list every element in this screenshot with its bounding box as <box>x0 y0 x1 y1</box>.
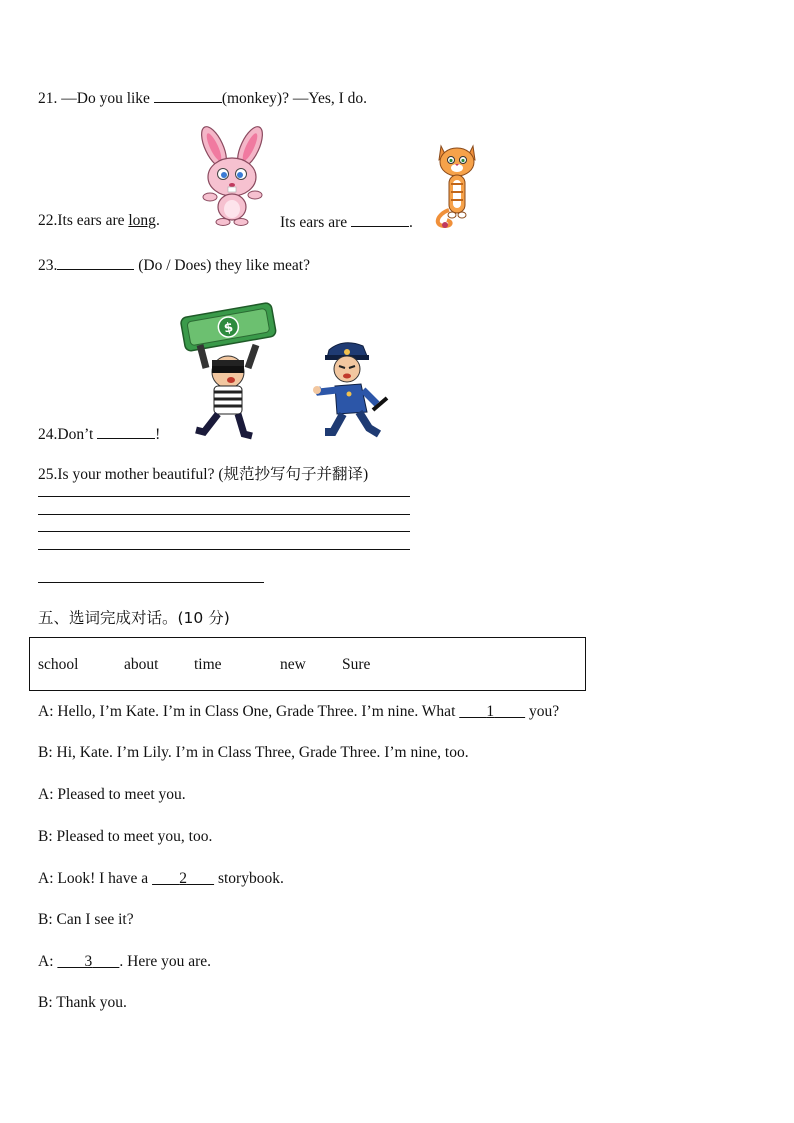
speaker: B: <box>38 911 53 928</box>
q25-text: Is your mother beautiful? (规范抄写句子并翻译) <box>57 466 369 483</box>
q22-end: . <box>409 214 413 231</box>
question-24 <box>38 424 160 444</box>
q25-number: 25. <box>38 466 58 483</box>
dialogue-line <box>38 994 127 1012</box>
q22-dot: . <box>155 212 160 229</box>
q24-number: 24. <box>38 426 58 443</box>
dialogue-text: Thank you. <box>52 994 127 1011</box>
dialogue-text: Can I see it? <box>52 911 134 928</box>
dialogue-line <box>38 744 469 762</box>
section-5-title: 五、选词完成对话。(10 分) <box>38 609 230 627</box>
speaker: B: <box>38 744 53 761</box>
q23-number: 23. <box>38 257 58 274</box>
word-bank-item: new <box>280 656 306 673</box>
dialogue-text: Look! I have a <box>53 870 153 887</box>
dialogue-line <box>38 870 284 888</box>
speaker: B: <box>38 828 53 845</box>
word-bank-item: school <box>38 656 79 673</box>
q23-text: (Do / Does) they like meat? <box>134 257 310 274</box>
dialogue-blank[interactable] <box>57 953 119 971</box>
dialogue-line <box>38 703 559 721</box>
writing-line-4[interactable] <box>38 549 410 550</box>
dialogue-line <box>38 911 134 929</box>
speaker: A: <box>38 870 54 887</box>
dialogue-line <box>38 786 186 804</box>
speaker: A: <box>38 953 54 970</box>
question-22-answer <box>280 212 413 232</box>
dialogue-text: Pleased to meet you. <box>53 786 186 803</box>
q22-number: 22. <box>38 212 58 229</box>
dialogue-text: Pleased to meet you, too. <box>52 828 213 845</box>
dialogue-blank[interactable] <box>459 703 525 721</box>
rabbit-illustration <box>192 125 272 225</box>
dialogue-text-end: . Here you are. <box>119 953 212 970</box>
question-23 <box>38 255 310 275</box>
q24-blank[interactable] <box>97 424 155 439</box>
q22-blank[interactable] <box>351 212 409 227</box>
word-bank-item: Sure <box>342 656 371 673</box>
dialogue-line <box>38 828 212 846</box>
dialogue-text-end: you? <box>525 703 560 720</box>
q24-end: ! <box>155 426 161 443</box>
speaker: A: <box>38 703 54 720</box>
writing-line-3[interactable] <box>38 531 410 532</box>
police-illustration <box>313 338 393 440</box>
question-25 <box>38 462 368 484</box>
speaker: A: <box>38 786 54 803</box>
q21-text-b: (monkey)? —Yes, I do. <box>221 90 368 107</box>
dialogue-text-end: storybook. <box>214 870 284 887</box>
speaker: B: <box>38 994 53 1011</box>
translation-line[interactable] <box>38 582 264 583</box>
q21-number: 21 <box>38 90 54 107</box>
q24-text-a: Don’t <box>57 426 98 443</box>
dialogue-blank[interactable] <box>152 870 214 888</box>
blank-number: 1 <box>486 703 495 720</box>
q22-text-b: Its ears are <box>280 214 351 231</box>
writing-line-1[interactable] <box>38 496 410 497</box>
blank-number: 3 <box>84 953 93 970</box>
q21-blank[interactable] <box>154 88 222 103</box>
word-bank-box <box>29 637 586 691</box>
q22-text-a: Its ears are <box>57 212 129 229</box>
q23-blank[interactable] <box>57 255 134 270</box>
dialogue-text: Hi, Kate. I’m Lily. I’m in Class Three, Grade Three. I’m nine, too. <box>52 744 469 761</box>
cat-illustration <box>435 140 479 230</box>
dialogue-line <box>38 953 211 971</box>
q22-underlined-word: long <box>128 212 156 229</box>
q21-text-a: . —Do you like <box>53 90 154 107</box>
word-bank-item: about <box>124 656 159 673</box>
word-bank-item: time <box>194 656 222 673</box>
writing-line-2[interactable] <box>38 514 410 515</box>
question-22 <box>38 212 160 230</box>
question-21 <box>38 88 367 108</box>
svg-text:$: $ <box>222 320 235 337</box>
thief-illustration <box>178 300 278 440</box>
blank-number: 2 <box>179 870 187 887</box>
dialogue-text: Hello, I’m Kate. I’m in Class One, Grade Three. I’m nine. What <box>53 703 460 720</box>
